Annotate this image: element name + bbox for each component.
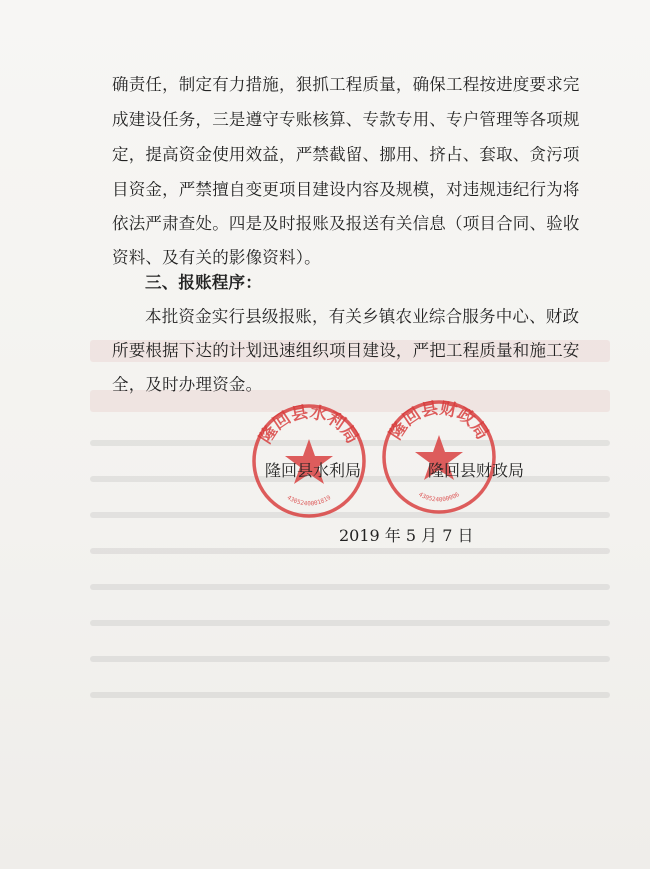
svg-text:430524000006: 430524000006 [417,491,461,504]
body-line: 依法严肃查处。四是及时报账及报送有关信息（项目合同、验收 [112,214,580,233]
finance-bureau-seal [380,398,498,516]
section-line: 全，及时办理资金。 [112,375,263,394]
section-line: 本批资金实行县级报账，有关乡镇农业综合服务中心、财政 [145,307,580,326]
section-heading: 三、报账程序： [145,273,262,292]
section-line: 所要根据下达的计划迅速组织项目建设，严把工程质量和施工安 [112,341,580,360]
document-date: 2019 年 5 月 7 日 [339,526,474,545]
body-line: 定，提高资金使用效益，严禁截留、挪用、挤占、套取、贪污项 [112,145,580,164]
signature-finance-bureau: 隆回县财政局 [428,461,525,480]
svg-text:4305240001819: 4305240001819 [285,494,333,508]
body-line: 成建设任务，三是遵守专账核算、专款专用、专户管理等各项规 [112,110,580,129]
signature-water-bureau: 隆回县水利局 [265,461,362,480]
body-line: 确责任，制定有力措施，狠抓工程质量，确保工程按进度要求完 [112,75,580,94]
body-line: 资料、及有关的影像资料）。 [112,248,321,267]
svg-text:隆回县水利局: 隆回县水利局 [255,402,363,448]
svg-text:隆回县财政局: 隆回县财政局 [385,398,493,444]
body-line: 目资金，严禁擅自变更项目建设内容及规模，对违规违纪行为将 [112,180,580,199]
